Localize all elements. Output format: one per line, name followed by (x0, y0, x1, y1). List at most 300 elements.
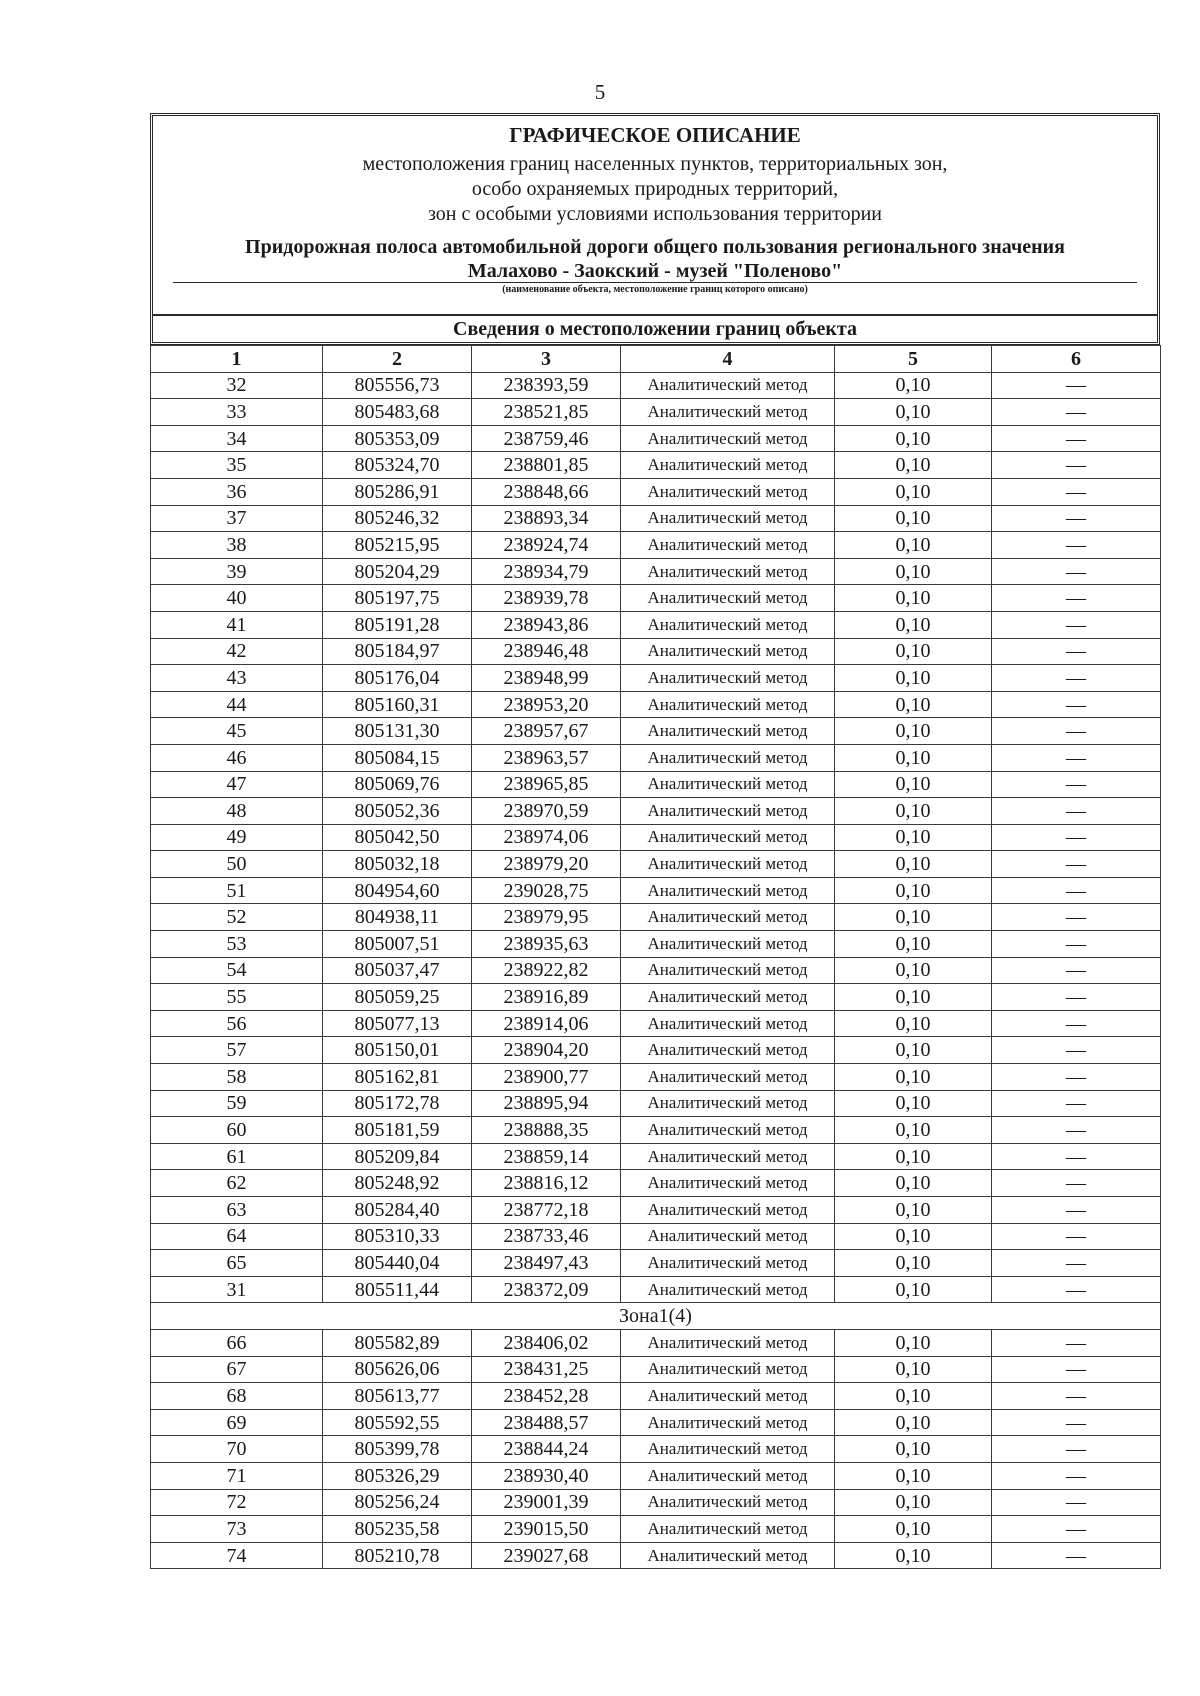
method-cell: Аналитический метод (621, 1542, 835, 1569)
coordinate-x-cell: 805248,92 (323, 1170, 472, 1197)
coordinate-y-cell: 238759,46 (472, 425, 621, 452)
coordinate-x-cell: 805007,51 (323, 931, 472, 958)
coordinate-y-cell: 239027,68 (472, 1542, 621, 1569)
column-header: 6 (992, 346, 1161, 373)
description-cell: — (992, 1010, 1161, 1037)
table-row (151, 1356, 1161, 1383)
coordinate-x-cell: 805246,32 (323, 505, 472, 532)
table-row (151, 957, 1161, 984)
point-number-cell: 36 (151, 478, 323, 505)
object-name-line-1: Придорожная полоса автомобильной дороги общего пользования регионального значения (245, 236, 1065, 258)
coordinate-y-cell: 238914,06 (472, 1010, 621, 1037)
description-cell: — (992, 1223, 1161, 1250)
coordinate-x-cell: 805324,70 (323, 452, 472, 479)
point-number-cell: 71 (151, 1462, 323, 1489)
accuracy-cell: 0,10 (835, 1462, 992, 1489)
table-row (151, 532, 1161, 559)
zone-label: Зона1(4) (151, 1303, 1161, 1330)
point-number-cell: 65 (151, 1250, 323, 1277)
accuracy-cell: 0,10 (835, 1516, 992, 1543)
coordinate-x-cell: 805310,33 (323, 1223, 472, 1250)
accuracy-cell: 0,10 (835, 877, 992, 904)
table-row (151, 851, 1161, 878)
coordinate-x-cell: 805326,29 (323, 1462, 472, 1489)
method-cell: Аналитический метод (621, 638, 835, 665)
point-number-cell: 33 (151, 399, 323, 426)
point-number-cell: 51 (151, 877, 323, 904)
point-number-cell: 49 (151, 824, 323, 851)
point-number-cell: 32 (151, 372, 323, 399)
description-cell: — (992, 1516, 1161, 1543)
coordinate-y-cell: 238816,12 (472, 1170, 621, 1197)
accuracy-cell: 0,10 (835, 478, 992, 505)
coordinate-x-cell: 805150,01 (323, 1037, 472, 1064)
description-cell: — (992, 372, 1161, 399)
accuracy-cell: 0,10 (835, 957, 992, 984)
description-cell: — (992, 665, 1161, 692)
table-row (151, 1276, 1161, 1303)
description-cell: — (992, 771, 1161, 798)
accuracy-cell: 0,10 (835, 505, 992, 532)
point-number-cell: 70 (151, 1436, 323, 1463)
column-header: 2 (323, 346, 472, 373)
point-number-cell: 53 (151, 931, 323, 958)
method-cell: Аналитический метод (621, 957, 835, 984)
coordinate-x-cell: 805184,97 (323, 638, 472, 665)
coordinate-y-cell: 238452,28 (472, 1383, 621, 1410)
accuracy-cell: 0,10 (835, 1329, 992, 1356)
description-cell: — (992, 1462, 1161, 1489)
table-row (151, 931, 1161, 958)
point-number-cell: 62 (151, 1170, 323, 1197)
section-title: Сведения о местоположении границ объекта (453, 318, 857, 340)
method-cell: Аналитический метод (621, 1090, 835, 1117)
description-cell: — (992, 1250, 1161, 1277)
point-number-cell: 72 (151, 1489, 323, 1516)
coordinate-y-cell: 238848,66 (472, 478, 621, 505)
coordinate-x-cell: 805626,06 (323, 1356, 472, 1383)
description-cell: — (992, 1197, 1161, 1224)
point-number-cell: 55 (151, 984, 323, 1011)
coordinate-y-cell: 238488,57 (472, 1409, 621, 1436)
method-cell: Аналитический метод (621, 691, 835, 718)
table-row (151, 425, 1161, 452)
description-cell: — (992, 931, 1161, 958)
accuracy-cell: 0,10 (835, 798, 992, 825)
accuracy-cell: 0,10 (835, 824, 992, 851)
coordinate-y-cell: 238934,79 (472, 558, 621, 585)
point-number-cell: 61 (151, 1143, 323, 1170)
coordinate-y-cell: 238953,20 (472, 691, 621, 718)
point-number-cell: 52 (151, 904, 323, 931)
accuracy-cell: 0,10 (835, 665, 992, 692)
coordinate-y-cell: 239015,50 (472, 1516, 621, 1543)
coordinate-x-cell: 804954,60 (323, 877, 472, 904)
coordinate-y-cell: 238900,77 (472, 1064, 621, 1091)
method-cell: Аналитический метод (621, 851, 835, 878)
table-row (151, 771, 1161, 798)
coordinate-y-cell: 238733,46 (472, 1223, 621, 1250)
point-number-cell: 37 (151, 505, 323, 532)
accuracy-cell: 0,10 (835, 1197, 992, 1224)
coordinate-y-cell: 238393,59 (472, 372, 621, 399)
description-cell: — (992, 532, 1161, 559)
coordinate-y-cell: 238935,63 (472, 931, 621, 958)
point-number-cell: 39 (151, 558, 323, 585)
coordinate-y-cell: 238844,24 (472, 1436, 621, 1463)
description-cell: — (992, 1170, 1161, 1197)
method-cell: Аналитический метод (621, 984, 835, 1011)
table-row (151, 904, 1161, 931)
description-cell: — (992, 1276, 1161, 1303)
object-name-line-2: Малахово - Заокский - музей "Поленово" (467, 260, 843, 282)
table-row (151, 824, 1161, 851)
method-cell: Аналитический метод (621, 585, 835, 612)
method-cell: Аналитический метод (621, 1436, 835, 1463)
coordinate-x-cell: 805037,47 (323, 957, 472, 984)
coordinate-y-cell: 238924,74 (472, 532, 621, 559)
method-cell: Аналитический метод (621, 877, 835, 904)
point-number-cell: 46 (151, 744, 323, 771)
coordinate-x-cell: 805284,40 (323, 1197, 472, 1224)
coordinate-x-cell: 805511,44 (323, 1276, 472, 1303)
coordinate-y-cell: 238965,85 (472, 771, 621, 798)
coordinate-y-cell: 238521,85 (472, 399, 621, 426)
method-cell: Аналитический метод (621, 611, 835, 638)
subtitle-line-2: особо охраняемых природных территорий, (471, 178, 839, 200)
accuracy-cell: 0,10 (835, 1223, 992, 1250)
point-number-cell: 44 (151, 691, 323, 718)
description-cell: — (992, 399, 1161, 426)
coordinate-x-cell: 805131,30 (323, 718, 472, 745)
coordinate-y-cell: 238979,20 (472, 851, 621, 878)
table-header-row (151, 346, 1161, 373)
table-row (151, 877, 1161, 904)
coordinate-x-cell: 805440,04 (323, 1250, 472, 1277)
method-cell: Аналитический метод (621, 372, 835, 399)
description-cell: — (992, 1117, 1161, 1144)
coordinate-y-cell: 238859,14 (472, 1143, 621, 1170)
method-cell: Аналитический метод (621, 1516, 835, 1543)
table-row (151, 1010, 1161, 1037)
accuracy-cell: 0,10 (835, 558, 992, 585)
accuracy-cell: 0,10 (835, 691, 992, 718)
point-number-cell: 69 (151, 1409, 323, 1436)
description-cell: — (992, 1090, 1161, 1117)
zone-row (151, 1303, 1161, 1330)
coordinate-y-cell: 238979,95 (472, 904, 621, 931)
method-cell: Аналитический метод (621, 665, 835, 692)
accuracy-cell: 0,10 (835, 1250, 992, 1277)
coordinate-y-cell: 238930,40 (472, 1462, 621, 1489)
accuracy-cell: 0,10 (835, 1276, 992, 1303)
point-number-cell: 50 (151, 851, 323, 878)
description-cell: — (992, 1489, 1161, 1516)
coordinate-y-cell: 238904,20 (472, 1037, 621, 1064)
coordinate-y-cell: 238943,86 (472, 611, 621, 638)
point-number-cell: 66 (151, 1329, 323, 1356)
method-cell: Аналитический метод (621, 1250, 835, 1277)
method-cell: Аналитический метод (621, 1197, 835, 1224)
table-row (151, 718, 1161, 745)
description-cell: — (992, 1329, 1161, 1356)
column-header: 3 (472, 346, 621, 373)
table-row (151, 1037, 1161, 1064)
method-cell: Аналитический метод (621, 1117, 835, 1144)
table-row (151, 638, 1161, 665)
table-row (151, 1117, 1161, 1144)
method-cell: Аналитический метод (621, 798, 835, 825)
table-row (151, 1250, 1161, 1277)
table-row (151, 798, 1161, 825)
method-cell: Аналитический метод (621, 399, 835, 426)
point-number-cell: 67 (151, 1356, 323, 1383)
method-cell: Аналитический метод (621, 1010, 835, 1037)
point-number-cell: 57 (151, 1037, 323, 1064)
description-cell: — (992, 1436, 1161, 1463)
table-row (151, 452, 1161, 479)
point-number-cell: 68 (151, 1383, 323, 1410)
coordinate-x-cell: 805160,31 (323, 691, 472, 718)
accuracy-cell: 0,10 (835, 1117, 992, 1144)
method-cell: Аналитический метод (621, 904, 835, 931)
accuracy-cell: 0,10 (835, 1037, 992, 1064)
description-cell: — (992, 1383, 1161, 1410)
method-cell: Аналитический метод (621, 1489, 835, 1516)
table-row (151, 1143, 1161, 1170)
coordinate-x-cell: 805483,68 (323, 399, 472, 426)
method-cell: Аналитический метод (621, 1462, 835, 1489)
method-cell: Аналитический метод (621, 824, 835, 851)
coordinates-table (150, 345, 1161, 1569)
point-number-cell: 41 (151, 611, 323, 638)
coordinate-y-cell: 238916,89 (472, 984, 621, 1011)
coordinate-x-cell: 805181,59 (323, 1117, 472, 1144)
table-row (151, 1542, 1161, 1569)
description-cell: — (992, 611, 1161, 638)
coordinate-x-cell: 805172,78 (323, 1090, 472, 1117)
method-cell: Аналитический метод (621, 744, 835, 771)
table-row (151, 1462, 1161, 1489)
method-cell: Аналитический метод (621, 478, 835, 505)
table-row (151, 478, 1161, 505)
accuracy-cell: 0,10 (835, 931, 992, 958)
accuracy-cell: 0,10 (835, 1436, 992, 1463)
page-number: 5 (594, 80, 606, 104)
accuracy-cell: 0,10 (835, 718, 992, 745)
description-cell: — (992, 744, 1161, 771)
method-cell: Аналитический метод (621, 425, 835, 452)
method-cell: Аналитический метод (621, 505, 835, 532)
method-cell: Аналитический метод (621, 771, 835, 798)
table-row (151, 1197, 1161, 1224)
table-row (151, 558, 1161, 585)
coordinate-y-cell: 238963,57 (472, 744, 621, 771)
method-cell: Аналитический метод (621, 1037, 835, 1064)
accuracy-cell: 0,10 (835, 1143, 992, 1170)
coordinate-y-cell: 239028,75 (472, 877, 621, 904)
accuracy-cell: 0,10 (835, 1489, 992, 1516)
accuracy-cell: 0,10 (835, 452, 992, 479)
table-row (151, 1436, 1161, 1463)
description-cell: — (992, 877, 1161, 904)
description-cell: — (992, 505, 1161, 532)
coordinate-x-cell: 805353,09 (323, 425, 472, 452)
coordinate-x-cell: 805162,81 (323, 1064, 472, 1091)
method-cell: Аналитический метод (621, 1223, 835, 1250)
coordinate-y-cell: 238974,06 (472, 824, 621, 851)
point-number-cell: 74 (151, 1542, 323, 1569)
description-cell: — (992, 585, 1161, 612)
coordinate-x-cell: 805210,78 (323, 1542, 472, 1569)
description-cell: — (992, 425, 1161, 452)
accuracy-cell: 0,10 (835, 1090, 992, 1117)
point-number-cell: 60 (151, 1117, 323, 1144)
table-row (151, 1090, 1161, 1117)
point-number-cell: 34 (151, 425, 323, 452)
accuracy-cell: 0,10 (835, 611, 992, 638)
table-row (151, 505, 1161, 532)
accuracy-cell: 0,10 (835, 1010, 992, 1037)
table-row (151, 691, 1161, 718)
method-cell: Аналитический метод (621, 558, 835, 585)
table-body (151, 372, 1161, 1569)
table-row (151, 585, 1161, 612)
point-number-cell: 56 (151, 1010, 323, 1037)
method-cell: Аналитический метод (621, 452, 835, 479)
table-row (151, 1383, 1161, 1410)
point-number-cell: 48 (151, 798, 323, 825)
accuracy-cell: 0,10 (835, 1356, 992, 1383)
description-cell: — (992, 558, 1161, 585)
coordinate-x-cell: 805592,55 (323, 1409, 472, 1436)
accuracy-cell: 0,10 (835, 1064, 992, 1091)
accuracy-cell: 0,10 (835, 1409, 992, 1436)
accuracy-cell: 0,10 (835, 1383, 992, 1410)
coordinate-y-cell: 238946,48 (472, 638, 621, 665)
table-row (151, 1409, 1161, 1436)
coordinate-x-cell: 805204,29 (323, 558, 472, 585)
method-cell: Аналитический метод (621, 1276, 835, 1303)
section-divider (153, 314, 1157, 316)
column-header: 4 (621, 346, 835, 373)
coordinate-y-cell: 238895,94 (472, 1090, 621, 1117)
description-cell: — (992, 1037, 1161, 1064)
description-cell: — (992, 718, 1161, 745)
accuracy-cell: 0,10 (835, 372, 992, 399)
table-row (151, 665, 1161, 692)
accuracy-cell: 0,10 (835, 638, 992, 665)
table-row (151, 372, 1161, 399)
accuracy-cell: 0,10 (835, 1170, 992, 1197)
coordinate-y-cell: 238939,78 (472, 585, 621, 612)
method-cell: Аналитический метод (621, 1143, 835, 1170)
description-cell: — (992, 691, 1161, 718)
point-number-cell: 40 (151, 585, 323, 612)
coordinate-x-cell: 805042,50 (323, 824, 472, 851)
coordinate-x-cell: 805235,58 (323, 1516, 472, 1543)
method-cell: Аналитический метод (621, 1409, 835, 1436)
point-number-cell: 54 (151, 957, 323, 984)
coordinate-x-cell: 805209,84 (323, 1143, 472, 1170)
description-cell: — (992, 851, 1161, 878)
description-cell: — (992, 824, 1161, 851)
accuracy-cell: 0,10 (835, 399, 992, 426)
table-row (151, 984, 1161, 1011)
method-cell: Аналитический метод (621, 1064, 835, 1091)
point-number-cell: 42 (151, 638, 323, 665)
coordinate-y-cell: 239001,39 (472, 1489, 621, 1516)
point-number-cell: 59 (151, 1090, 323, 1117)
accuracy-cell: 0,10 (835, 585, 992, 612)
table-row (151, 1170, 1161, 1197)
method-cell: Аналитический метод (621, 532, 835, 559)
accuracy-cell: 0,10 (835, 904, 992, 931)
subtitle-line-3: зон с особыми условиями использования территории (427, 203, 883, 225)
method-cell: Аналитический метод (621, 1383, 835, 1410)
description-cell: — (992, 984, 1161, 1011)
description-cell: — (992, 1064, 1161, 1091)
object-caption: (наименование объекта, местоположение границ которого описано) (502, 284, 808, 295)
method-cell: Аналитический метод (621, 1170, 835, 1197)
method-cell: Аналитический метод (621, 1329, 835, 1356)
point-number-cell: 43 (151, 665, 323, 692)
coordinate-y-cell: 238497,43 (472, 1250, 621, 1277)
coordinate-y-cell: 238431,25 (472, 1356, 621, 1383)
coordinate-x-cell: 805556,73 (323, 372, 472, 399)
description-cell: — (992, 798, 1161, 825)
description-cell: — (992, 1542, 1161, 1569)
description-cell: — (992, 452, 1161, 479)
coordinate-x-cell: 805084,15 (323, 744, 472, 771)
coordinate-y-cell: 238372,09 (472, 1276, 621, 1303)
coordinate-y-cell: 238948,99 (472, 665, 621, 692)
coordinate-x-cell: 805069,76 (323, 771, 472, 798)
coordinate-y-cell: 238801,85 (472, 452, 621, 479)
point-number-cell: 31 (151, 1276, 323, 1303)
coordinate-x-cell: 805032,18 (323, 851, 472, 878)
coordinate-x-cell: 805613,77 (323, 1383, 472, 1410)
coordinate-x-cell: 805059,25 (323, 984, 472, 1011)
point-number-cell: 64 (151, 1223, 323, 1250)
coordinate-x-cell: 805399,78 (323, 1436, 472, 1463)
coordinate-y-cell: 238957,67 (472, 718, 621, 745)
caption-rule (173, 282, 1137, 283)
coordinate-y-cell: 238970,59 (472, 798, 621, 825)
coordinate-y-cell: 238888,35 (472, 1117, 621, 1144)
column-header: 1 (151, 346, 323, 373)
accuracy-cell: 0,10 (835, 425, 992, 452)
accuracy-cell: 0,10 (835, 1542, 992, 1569)
coordinate-x-cell: 805197,75 (323, 585, 472, 612)
accuracy-cell: 0,10 (835, 984, 992, 1011)
coordinate-y-cell: 238772,18 (472, 1197, 621, 1224)
accuracy-cell: 0,10 (835, 532, 992, 559)
method-cell: Аналитический метод (621, 931, 835, 958)
table-row (151, 744, 1161, 771)
coordinate-x-cell: 804938,11 (323, 904, 472, 931)
description-cell: — (992, 478, 1161, 505)
table-row (151, 1329, 1161, 1356)
coordinate-x-cell: 805215,95 (323, 532, 472, 559)
description-cell: — (992, 1409, 1161, 1436)
column-header: 5 (835, 346, 992, 373)
point-number-cell: 47 (151, 771, 323, 798)
point-number-cell: 73 (151, 1516, 323, 1543)
point-number-cell: 58 (151, 1064, 323, 1091)
accuracy-cell: 0,10 (835, 771, 992, 798)
description-cell: — (992, 1356, 1161, 1383)
